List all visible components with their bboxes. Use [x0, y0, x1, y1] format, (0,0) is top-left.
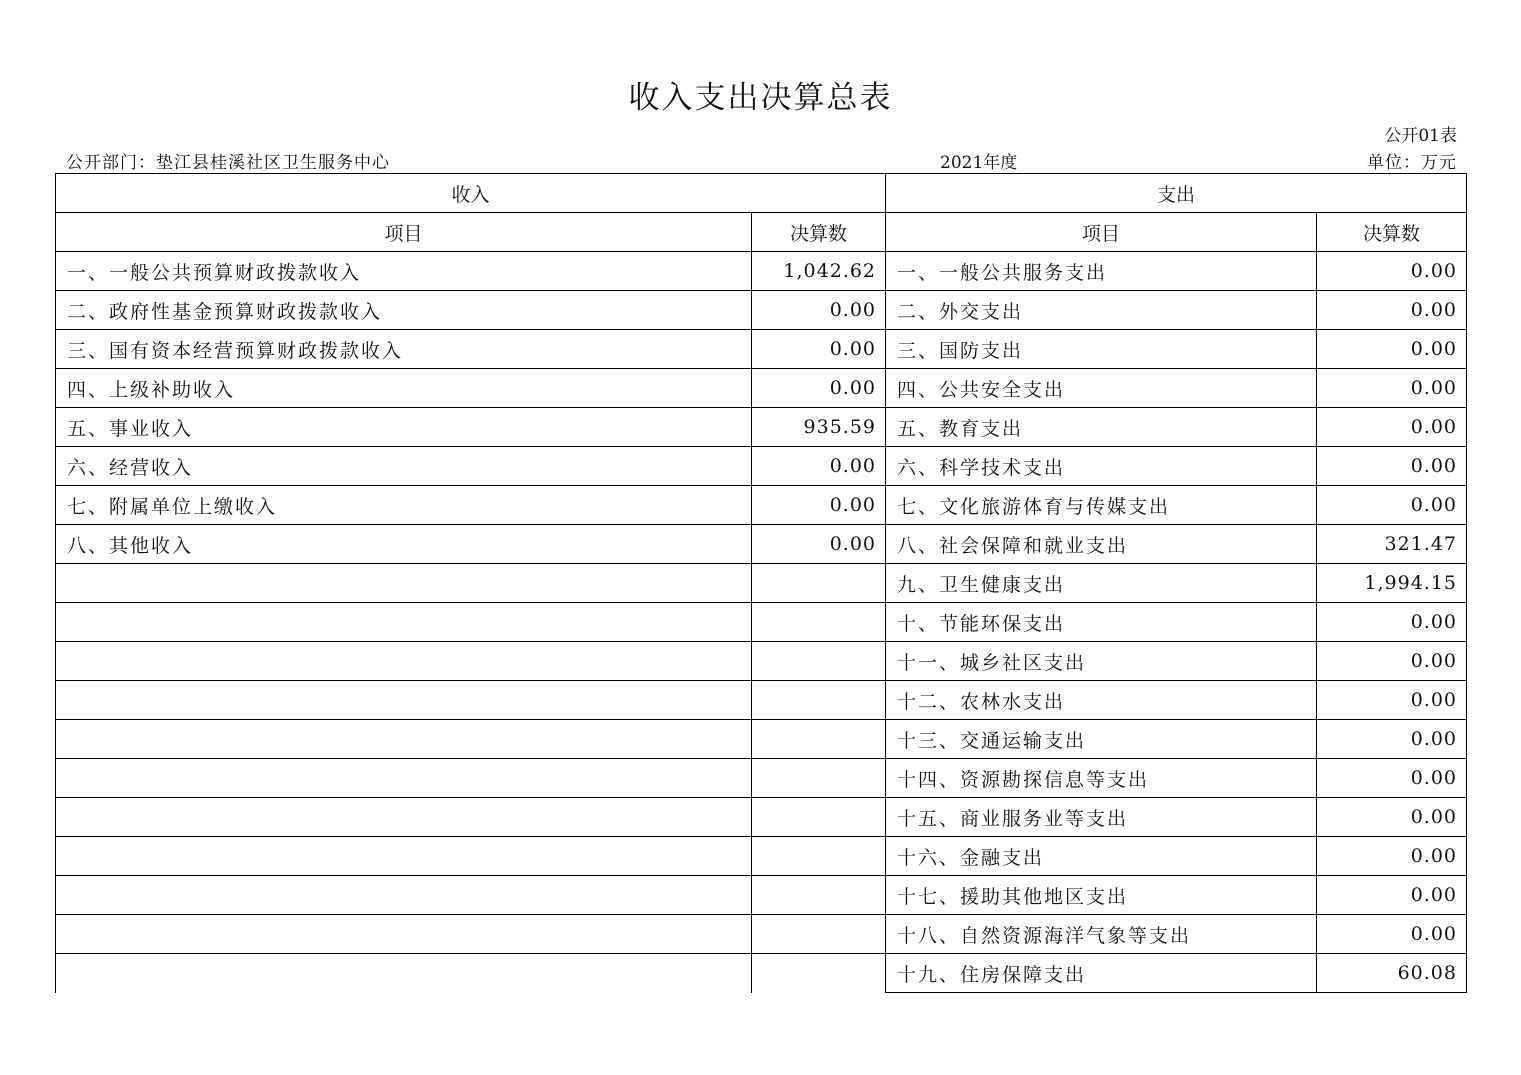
expense-item-name: 一、一般公共服务支出: [886, 252, 1317, 291]
form-number: 公开01表: [1384, 126, 1457, 146]
expense-item-name: 二、外交支出: [886, 291, 1317, 330]
expense-item-value: 0.00: [1317, 408, 1467, 447]
income-expense-table: [55, 173, 1467, 993]
income-item-value: [752, 759, 886, 798]
income-item-name: [56, 603, 752, 642]
income-item-value: 0.00: [752, 486, 886, 525]
income-item-value: [752, 876, 886, 915]
expense-amount-header: 决算数: [1317, 213, 1467, 252]
expense-item-value: 0.00: [1317, 291, 1467, 330]
income-item-name: [56, 954, 752, 993]
expense-item-value: 0.00: [1317, 642, 1467, 681]
income-item-value: [752, 564, 886, 603]
income-item-value: 0.00: [752, 291, 886, 330]
expense-item-name: 六、科学技术支出: [886, 447, 1317, 486]
expense-item-name: 十六、金融支出: [886, 837, 1317, 876]
table-row: [56, 876, 1467, 915]
section-header-row: [56, 174, 1467, 213]
unit-label: 单位：万元: [1367, 153, 1457, 173]
expense-item-name: 十、节能环保支出: [886, 603, 1317, 642]
income-amount-header: 决算数: [752, 213, 886, 252]
income-item-value: [752, 915, 886, 954]
expense-item-value: 0.00: [1317, 369, 1467, 408]
expense-item-name: 四、公共安全支出: [886, 369, 1317, 408]
table-row: [56, 486, 1467, 525]
income-item-header: 项目: [56, 213, 752, 252]
table-row: [56, 681, 1467, 720]
table-row: [56, 603, 1467, 642]
table-row: [56, 291, 1467, 330]
table-row: [56, 798, 1467, 837]
table-row: [56, 330, 1467, 369]
table-row: [56, 837, 1467, 876]
income-item-name: [56, 876, 752, 915]
income-item-value: [752, 954, 886, 993]
table-row: [56, 564, 1467, 603]
expense-item-name: 十一、城乡社区支出: [886, 642, 1317, 681]
table-row: [56, 525, 1467, 564]
expense-item-name: 九、卫生健康支出: [886, 564, 1317, 603]
expense-item-name: 十四、资源勘探信息等支出: [886, 759, 1317, 798]
table-row: [56, 954, 1467, 993]
income-item-name: 三、国有资本经营预算财政拨款收入: [56, 330, 752, 369]
expense-item-value: 0.00: [1317, 915, 1467, 954]
income-item-value: 0.00: [752, 447, 886, 486]
income-section-header: 收入: [56, 174, 886, 213]
expense-item-value: 321.47: [1317, 525, 1467, 564]
expense-item-name: 三、国防支出: [886, 330, 1317, 369]
income-item-name: [56, 720, 752, 759]
income-item-name: [56, 642, 752, 681]
table-row: [56, 408, 1467, 447]
expense-item-value: 0.00: [1317, 330, 1467, 369]
income-item-name: 七、附属单位上缴收入: [56, 486, 752, 525]
fiscal-year: 2021年度: [940, 153, 1018, 173]
income-item-value: [752, 837, 886, 876]
expense-item-value: 1,994.15: [1317, 564, 1467, 603]
expense-item-value: 0.00: [1317, 447, 1467, 486]
income-item-name: [56, 564, 752, 603]
income-item-name: [56, 759, 752, 798]
income-item-name: 四、上级补助收入: [56, 369, 752, 408]
expense-item-name: 五、教育支出: [886, 408, 1317, 447]
expense-item-value: 60.08: [1317, 954, 1467, 993]
income-item-name: 五、事业收入: [56, 408, 752, 447]
department-label: 公开部门：垫江县桂溪社区卫生服务中心: [66, 153, 390, 173]
income-item-name: 一、一般公共预算财政拨款收入: [56, 252, 752, 291]
income-item-value: [752, 720, 886, 759]
expense-item-value: 0.00: [1317, 759, 1467, 798]
expense-item-name: 十五、商业服务业等支出: [886, 798, 1317, 837]
income-item-value: 0.00: [752, 369, 886, 408]
expense-item-value: 0.00: [1317, 252, 1467, 291]
table-body: [56, 252, 1467, 993]
table-row: [56, 369, 1467, 408]
income-item-name: 六、经营收入: [56, 447, 752, 486]
expense-item-name: 八、社会保障和就业支出: [886, 525, 1317, 564]
expense-item-name: 十九、住房保障支出: [886, 954, 1317, 993]
table-row: [56, 915, 1467, 954]
expense-item-value: 0.00: [1317, 603, 1467, 642]
expense-item-name: 七、文化旅游体育与传媒支出: [886, 486, 1317, 525]
table-row: [56, 447, 1467, 486]
column-header-row: [56, 213, 1467, 252]
table-row: [56, 759, 1467, 798]
income-item-name: [56, 837, 752, 876]
income-item-value: [752, 798, 886, 837]
income-item-name: 八、其他收入: [56, 525, 752, 564]
table-row: [56, 642, 1467, 681]
expense-item-name: 十八、自然资源海洋气象等支出: [886, 915, 1317, 954]
table-row: [56, 252, 1467, 291]
table-row: [56, 720, 1467, 759]
expense-item-name: 十三、交通运输支出: [886, 720, 1317, 759]
income-item-value: [752, 603, 886, 642]
expense-item-value: 0.00: [1317, 837, 1467, 876]
income-item-name: [56, 681, 752, 720]
expense-item-value: 0.00: [1317, 486, 1467, 525]
income-item-name: [56, 915, 752, 954]
income-item-name: 二、政府性基金预算财政拨款收入: [56, 291, 752, 330]
expense-item-value: 0.00: [1317, 876, 1467, 915]
income-item-value: 0.00: [752, 330, 886, 369]
income-item-value: [752, 642, 886, 681]
income-item-value: [752, 681, 886, 720]
expense-item-name: 十七、援助其他地区支出: [886, 876, 1317, 915]
income-item-value: 0.00: [752, 525, 886, 564]
page-title: 收入支出决算总表: [628, 80, 893, 116]
expense-item-value: 0.00: [1317, 720, 1467, 759]
income-item-name: [56, 798, 752, 837]
expense-item-header: 项目: [886, 213, 1317, 252]
expense-item-value: 0.00: [1317, 798, 1467, 837]
expense-section-header: 支出: [886, 174, 1467, 213]
income-item-value: 1,042.62: [752, 252, 886, 291]
income-item-value: 935.59: [752, 408, 886, 447]
expense-item-value: 0.00: [1317, 681, 1467, 720]
expense-item-name: 十二、农林水支出: [886, 681, 1317, 720]
